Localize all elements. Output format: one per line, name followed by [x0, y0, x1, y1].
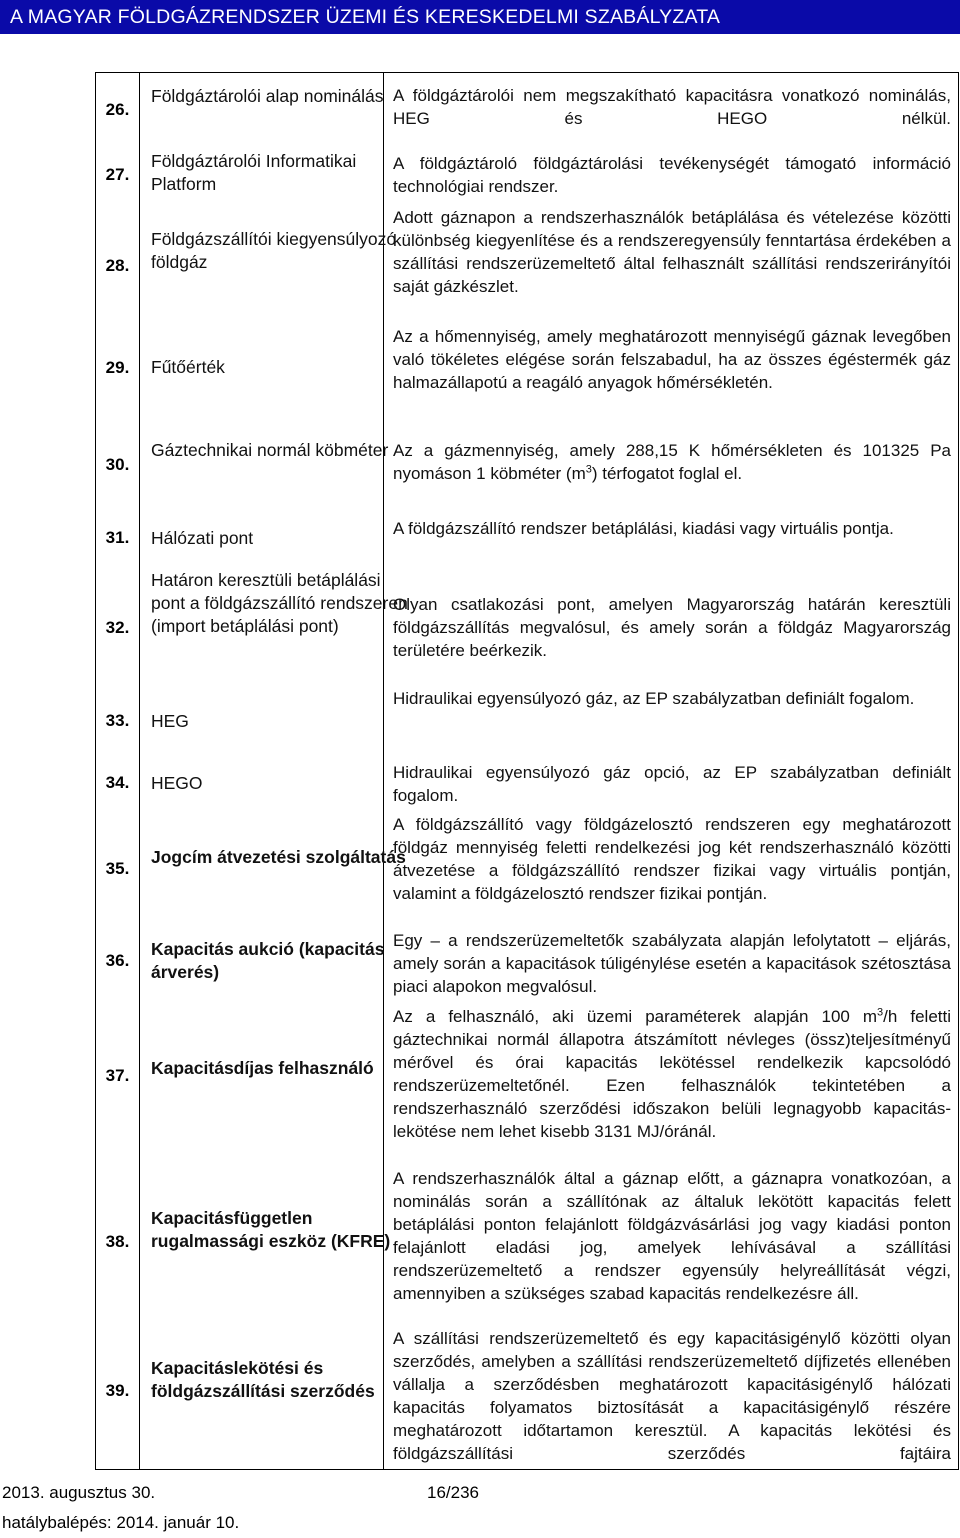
row-definition: A földgáztároló földgáztárolási tevékenységét támogató információ technológiai rendszer. [393, 154, 951, 196]
table-row [96, 813, 958, 929]
row-definition: Hidraulikai egyensúlyozó gáz, az EP szabályzatban definiált fogalom. [393, 689, 915, 708]
row-number: 30. [105, 455, 130, 474]
footer-date: 2013. augusztus 30. [2, 1483, 156, 1502]
row-term: Hálózati pont [151, 527, 254, 548]
row-term: Kapacitásdíjas felhasználó [151, 1058, 374, 1078]
row-definition: Egy – a rendszerüzemeltetők szabályzata alapján lefolytatott – eljárás, amely során a kapacitások túligénylése esetén a kapacitások szétosztása piaci alapokon megvalósul. [393, 931, 951, 996]
row-definition: A szállítási rendszerüzemeltető és egy kapacitásigénylő közötti olyan szerződés, amelyben a szállítási rendszerüzemeltető díjfizetés ellenében vállalja a szerződésben meghatározott kapacitásigénylő hálózati kapacitás folyamatos biztosítását a kapacitásigénylő részére meghatározott időtartamon keresztül. A kapacitás lekötési és földgázszállítási szerződés fajtáira [393, 1329, 951, 1463]
row-term: Határon keresztüli betáplálási pont a földgázszállító rendszeren (import betáplálási pont) [151, 570, 408, 636]
row-number: 38. [105, 1232, 130, 1251]
table-row [96, 567, 958, 689]
table-row [96, 146, 958, 204]
footer-effective-date: hatálybalépés: 2014. január 10. [2, 1513, 240, 1532]
row-term: Kapacitásfüggetlen rugalmassági eszköz (KFRE) [151, 1208, 391, 1251]
row-number: 27. [105, 165, 130, 184]
table-row [96, 685, 958, 745]
row-term: Földgázszállítói kiegyensúlyozó földgáz [151, 229, 397, 272]
row-number: 26. [105, 100, 130, 119]
row-number: 29. [105, 358, 130, 377]
row-definition: Az a hőmennyiség, amely meghatározott mennyiségű gáznak levegőben való tökéletes elégése során felszabadul, ha az összes égéstermék gáz halmazállapotú a reagáló anyagok hőmérsékletén. [393, 327, 951, 392]
row-definition: Adott gáznapon a rendszerhasználók betáplálása és vételezése közötti különbség kiegyenlítése és a rendszeregyensúly fenntartása érdekében a szállítási rendszerüzemeltető által felhasznált szállítási rendszerirányítói saját gázkészlet. [393, 208, 951, 296]
row-definition: Hidraulikai egyensúlyozó gáz opció, az EP szabályzatban definiált fogalom. [393, 763, 951, 805]
row-number: 35. [105, 859, 130, 878]
row-definition: Olyan csatlakozási pont, amelyen Magyarország határán keresztüli földgázszállítás megvalósul, és amely során a földgáz Magyarország területére beérkezik. [393, 595, 951, 660]
row-definition: A földgázszállító rendszer betáplálási, kiadási vagy virtuális pontja. [393, 519, 894, 538]
table-row [96, 1327, 958, 1467]
row-term: HEGO [151, 772, 203, 793]
table-row [96, 325, 958, 415]
row-term: Földgáztárolói alap nominálás [151, 86, 384, 106]
row-number: 33. [105, 711, 130, 730]
row-definition: Az a felhasználó, aki üzemi paraméterek alapján 100 $m^3/h$ feletti gáztechnikai normál állapotra átszámított névleges (össz)teljesítményű mérővel és órai kapacitás lekötéssel rendelkezik kapcsolódó rendszerüzemeltetőnél. Ezen felhasználók tekintetében a rendszerhasználó szerződési időszakon belüli legnagyobb kapacitás-lekötése nem lehet kisebb 3131 MJ/óránál. [393, 1006, 952, 1141]
row-term: Kapacitás aukció (kapacitás árverés) [151, 939, 385, 982]
row-number: 39. [105, 1381, 130, 1400]
row-number: 36. [105, 951, 130, 970]
document-header [0, 0, 960, 34]
row-term: HEG [151, 710, 189, 731]
definitions-table [95, 72, 959, 1470]
table-row [96, 513, 958, 563]
table-row [96, 759, 958, 809]
row-definition: Az a gázmennyiség, amely 288,15 K hőmérsékleten és 101325 Pa nyomáson 1 köbméter $(m^3)$ térfogatot foglal el. [393, 441, 951, 483]
row-definition: A rendszerhasználók által a gáznap előtt, a gáznapra vonatkozóan, a nominálás során a szállítónak az általuk lekötött kapacitás felett betáplálási ponton felajánlott földgázvásárlási jog vagy kiadási ponton felajánlott eladási jog, amelyek lehívásával a szállítási rendszerüzemeltető a rendszer egyensúly helyreállítását végzi, amennyiben a szükséges szabad kapacitás rendelkezésre áll. [393, 1169, 951, 1303]
row-number: 37. [105, 1066, 130, 1085]
row-term: Földgáztárolói Informatikai Platform [151, 151, 357, 194]
row-term: Kapacitáslekötési és földgázszállítási szerződés [151, 1358, 375, 1401]
table-row [96, 1005, 958, 1163]
table-row [96, 929, 958, 999]
row-definition: A földgáztárolói nem megszakítható kapacitásra vonatkozó nominálás, HEG és HEGO nélkül. [393, 86, 951, 128]
row-number: 34. [105, 773, 130, 792]
table-row [96, 81, 958, 139]
row-term: Jogcím átvezetési szolgáltatás [151, 847, 406, 867]
row-number: 32. [105, 618, 130, 637]
document-title: A MAGYAR FÖLDGÁZRENDSZER ÜZEMI ÉS KERESKEDELMI SZABÁLYZATA [10, 6, 721, 28]
row-definition: A földgázszállító vagy földgázelosztó rendszeren egy meghatározott földgáz mennyiség feletti rendelkezési jog két rendszerhasználó közötti átvezetése a földgázszállító rendszer fizikai vagy virtuális pontján, valamint a földgázelosztó rendszer fizikai pontján. [393, 815, 951, 903]
table-row [96, 433, 958, 497]
table-row [96, 1167, 958, 1327]
row-term: Fűtőérték [151, 357, 225, 377]
row-term: Gáztechnikai normál köbméter [151, 440, 389, 460]
row-number: 31. [105, 528, 130, 547]
table-row [96, 206, 958, 326]
row-number: 28. [105, 256, 130, 275]
footer-page-number: 16/236 [427, 1483, 479, 1502]
